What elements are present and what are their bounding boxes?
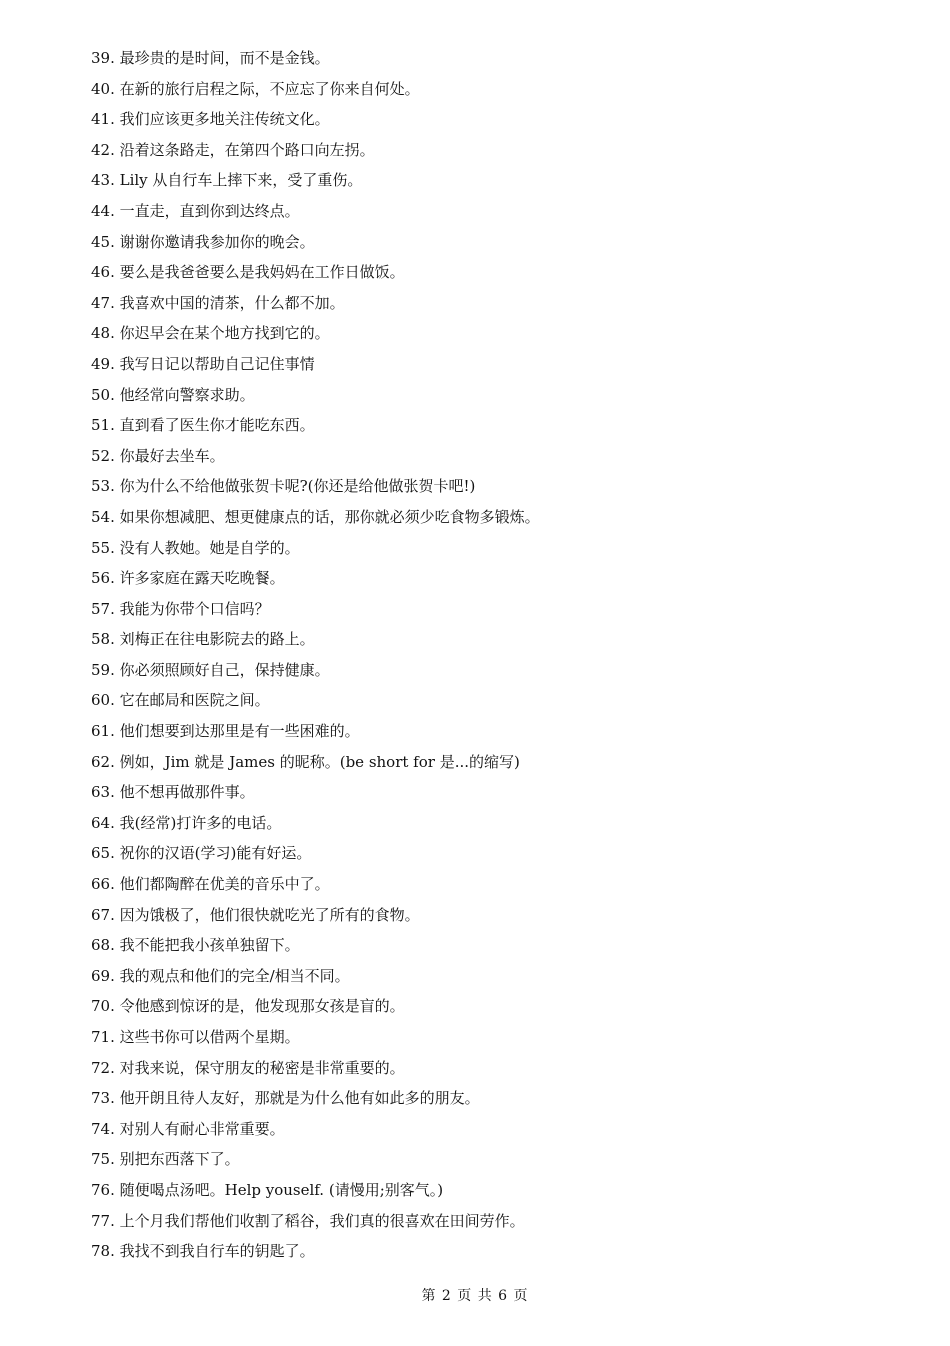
- list-item: 55. 没有人教她。她是自学的。: [91, 538, 300, 557]
- list-item: 60. 它在邮局和医院之间。: [91, 691, 270, 710]
- list-item: 44. 一直走，直到你到达终点。: [91, 201, 300, 220]
- list-item: 43. Lily 从自行车上摔下来，受了重伤。: [91, 171, 363, 190]
- list-item: 58. 刘梅正在往电影院去的路上。: [91, 630, 315, 649]
- list-item: 40. 在新的旅行启程之际，不应忘了你来自何处。: [91, 79, 420, 98]
- list-item: 69. 我的观点和他们的完全/相当不同。: [91, 966, 350, 985]
- list-item: 48. 你迟早会在某个地方找到它的。: [91, 324, 330, 343]
- list-item: 68. 我不能把我小孩单独留下。: [91, 936, 300, 955]
- list-item: 56. 许多家庭在露天吃晚餐。: [91, 569, 285, 588]
- list-item: 45. 谢谢你邀请我参加你的晚会。: [91, 232, 315, 251]
- list-item: 62. 例如，Jim 就是 James 的昵称。(be short for 是...的缩写): [91, 752, 520, 771]
- list-item: 54. 如果你想减肥、想更健康点的话，那你就必须少吃食物多锻炼。: [91, 507, 540, 526]
- list-item: 53. 你为什么不给他做张贺卡呢?(你还是给他做张贺卡吧!): [91, 477, 476, 496]
- list-item: 73. 他开朗且待人友好，那就是为什么他有如此多的朋友。: [91, 1089, 480, 1108]
- list-item: 49. 我写日记以帮助自己记住事情: [91, 354, 315, 373]
- list-item: 66. 他们都陶醉在优美的音乐中了。: [91, 875, 330, 894]
- sentence-list: [91, 46, 911, 1270]
- list-item: 70. 令他感到惊讶的是，他发现那女孩是盲的。: [91, 997, 405, 1016]
- list-item: 76. 随便喝点汤吧。Help youself. (请慢用;别客气。): [91, 1180, 444, 1199]
- list-item: 67. 因为饿极了，他们很快就吃光了所有的食物。: [91, 905, 420, 924]
- list-item: 51. 直到看了医生你才能吃东西。: [91, 416, 315, 435]
- list-item: 72. 对我来说，保守朋友的秘密是非常重要的。: [91, 1058, 405, 1077]
- list-item: 39. 最珍贵的是时间，而不是金钱。: [91, 49, 330, 67]
- list-item: 52. 你最好去坐车。: [91, 446, 225, 465]
- list-item: 63. 他不想再做那件事。: [91, 783, 255, 802]
- list-item: 74. 对别人有耐心非常重要。: [91, 1119, 285, 1138]
- list-item: 78. 我找不到我自行车的钥匙了。: [91, 1242, 315, 1261]
- list-item: 61. 他们想要到达那里是有一些困难的。: [91, 722, 360, 741]
- list-item: 71. 这些书你可以借两个星期。: [91, 1028, 300, 1046]
- list-item: 64. 我(经常)打许多的电话。: [91, 813, 282, 832]
- list-item: 77. 上个月我们帮他们收割了稻谷，我们真的很喜欢在田间劳作。: [91, 1211, 525, 1230]
- page-number-footer: 第 2 页 共 6 页: [421, 1288, 529, 1304]
- list-item: 46. 要么是我爸爸要么是我妈妈在工作日做饭。: [91, 263, 405, 282]
- list-item: 57. 我能为你带个口信吗？: [91, 599, 270, 618]
- list-item: 59. 你必须照顾好自己，保持健康。: [91, 660, 330, 679]
- list-item: 47. 我喜欢中国的清茶，什么都不加。: [91, 293, 345, 312]
- list-item: 65. 祝你的汉语(学习)能有好运。: [91, 844, 312, 863]
- list-item: 41. 我们应该更多地关注传统文化。: [91, 110, 330, 129]
- list-item: 50. 他经常向警察求助。: [91, 385, 255, 404]
- list-item: 75. 别把东西落下了。: [91, 1150, 240, 1169]
- list-item: 42. 沿着这条路走，在第四个路口向左拐。: [91, 140, 375, 159]
